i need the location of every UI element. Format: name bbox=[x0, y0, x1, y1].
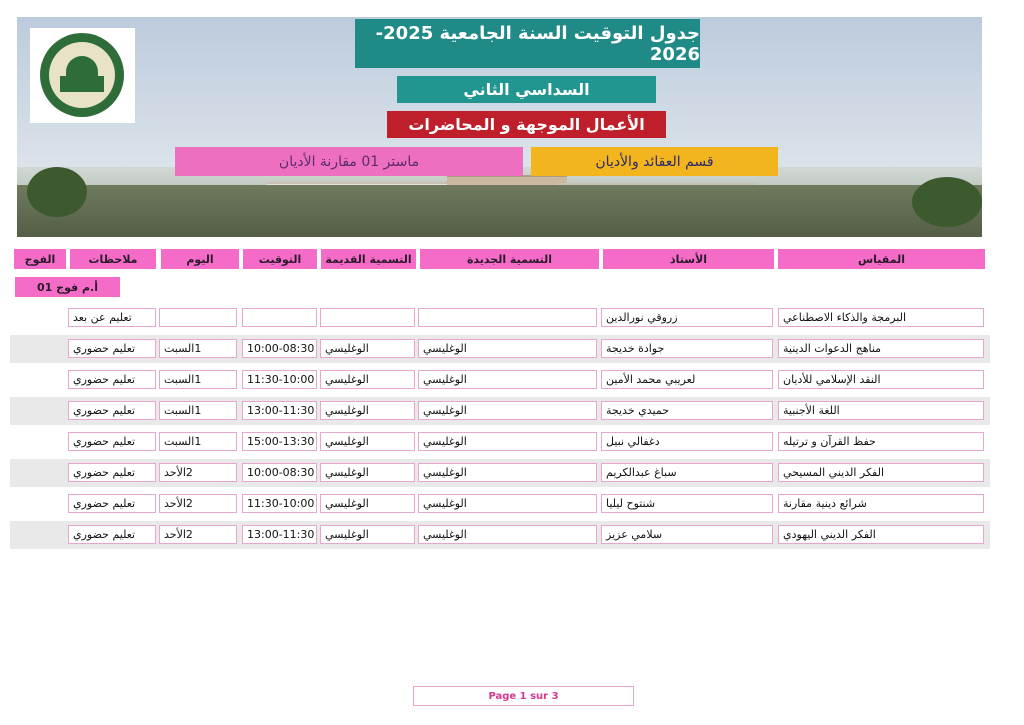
cell-day: 1السبت bbox=[159, 401, 237, 420]
cell-day: 2الأحد bbox=[159, 494, 237, 513]
cell-subject: اللغة الأجنبية bbox=[778, 401, 984, 420]
banner-greenery bbox=[17, 185, 982, 237]
column-header-group: الفوج bbox=[14, 249, 66, 269]
master-label: ماستر 01 مقارنة الأديان bbox=[175, 147, 523, 176]
works-label: الأعمال الموجهة و المحاضرات bbox=[387, 111, 666, 138]
cell-time: 15:00-13:30 bbox=[242, 432, 317, 451]
cell-time: 13:00-11:30 bbox=[242, 401, 317, 420]
cell-teacher: جوادة خديجة bbox=[601, 339, 773, 358]
cell-subject: شرائع دينية مقارنة bbox=[778, 494, 984, 513]
cell-time: 13:00-11:30 bbox=[242, 525, 317, 544]
cell-teacher: دغفالي نبيل bbox=[601, 432, 773, 451]
group-label: أ.م فوج 01 bbox=[15, 277, 120, 297]
page-number: Page 1 sur 3 bbox=[413, 686, 634, 706]
cell-old-room bbox=[320, 308, 415, 327]
cell-old-room: الوغليسي bbox=[320, 432, 415, 451]
cell-old-room: الوغليسي bbox=[320, 494, 415, 513]
cell-day: 2الأحد bbox=[159, 525, 237, 544]
cell-teacher: سلامي عزيز bbox=[601, 525, 773, 544]
cell-notes: تعليم عن بعد bbox=[68, 308, 156, 327]
cell-notes: تعليم حضوري bbox=[68, 370, 156, 389]
column-header-new-room: التسمية الجديدة bbox=[420, 249, 599, 269]
cell-subject: البرمجة والذكاء الاصطناعي bbox=[778, 308, 984, 327]
logo-building-icon bbox=[60, 76, 104, 92]
cell-subject: النقد الإسلامي للأديان bbox=[778, 370, 984, 389]
table-row bbox=[10, 335, 990, 363]
cell-day: 1السبت bbox=[159, 370, 237, 389]
cell-new-room: الوغليسي bbox=[418, 432, 597, 451]
cell-day: 1السبت bbox=[159, 432, 237, 451]
cell-day bbox=[159, 308, 237, 327]
cell-teacher: لعريبي محمد الأمين bbox=[601, 370, 773, 389]
cell-day: 1السبت bbox=[159, 339, 237, 358]
cell-subject: الفكر الديني المسيحي bbox=[778, 463, 984, 482]
cell-new-room: الوغليسي bbox=[418, 463, 597, 482]
cell-old-room: الوغليسي bbox=[320, 370, 415, 389]
banner-tree bbox=[27, 167, 87, 217]
cell-time: 11:30-10:00 bbox=[242, 370, 317, 389]
university-logo bbox=[30, 28, 135, 123]
cell-time: 11:30-10:00 bbox=[242, 494, 317, 513]
cell-new-room: الوغليسي bbox=[418, 370, 597, 389]
cell-old-room: الوغليسي bbox=[320, 525, 415, 544]
cell-teacher: سباغ عبدالكريم bbox=[601, 463, 773, 482]
cell-notes: تعليم حضوري bbox=[68, 401, 156, 420]
table-row bbox=[10, 521, 990, 549]
cell-notes: تعليم حضوري bbox=[68, 463, 156, 482]
table-row bbox=[10, 397, 990, 425]
cell-time: 10:00-08:30 bbox=[242, 463, 317, 482]
column-header-teacher: الأستاذ bbox=[603, 249, 774, 269]
semester-label: السداسي الثاني bbox=[397, 76, 656, 103]
table-row bbox=[10, 459, 990, 487]
cell-new-room: الوغليسي bbox=[418, 401, 597, 420]
cell-new-room: الوغليسي bbox=[418, 525, 597, 544]
cell-subject: الفكر الديني اليهودي bbox=[778, 525, 984, 544]
cell-new-room: الوغليسي bbox=[418, 339, 597, 358]
cell-notes: تعليم حضوري bbox=[68, 339, 156, 358]
cell-teacher: زروقي نورالدين bbox=[601, 308, 773, 327]
cell-old-room: الوغليسي bbox=[320, 339, 415, 358]
cell-time bbox=[242, 308, 317, 327]
column-header-subject: المقياس bbox=[778, 249, 985, 269]
cell-time: 10:00-08:30 bbox=[242, 339, 317, 358]
cell-old-room: الوغليسي bbox=[320, 463, 415, 482]
column-header-notes: ملاحظات bbox=[70, 249, 156, 269]
table-row bbox=[10, 304, 990, 332]
cell-teacher: حميدي خديجة bbox=[601, 401, 773, 420]
cell-notes: تعليم حضوري bbox=[68, 494, 156, 513]
cell-notes: تعليم حضوري bbox=[68, 525, 156, 544]
cell-new-room: الوغليسي bbox=[418, 494, 597, 513]
cell-old-room: الوغليسي bbox=[320, 401, 415, 420]
cell-notes: تعليم حضوري bbox=[68, 432, 156, 451]
column-header-day: اليوم bbox=[161, 249, 239, 269]
table-row bbox=[10, 428, 990, 456]
banner-tree bbox=[912, 177, 982, 227]
department-label: قسم العقائد والأديان bbox=[531, 147, 778, 176]
column-header-time: التوقيت bbox=[243, 249, 317, 269]
cell-subject: مناهج الدعوات الدينية bbox=[778, 339, 984, 358]
cell-teacher: شنتوح ليليا bbox=[601, 494, 773, 513]
table-row bbox=[10, 490, 990, 518]
cell-day: 2الأحد bbox=[159, 463, 237, 482]
table-row bbox=[10, 366, 990, 394]
column-header-old-room: التسمية القديمة bbox=[321, 249, 416, 269]
cell-new-room bbox=[418, 308, 597, 327]
schedule-title: جدول التوقيت السنة الجامعية 2025-2026 bbox=[355, 19, 700, 68]
cell-subject: حفظ القرآن و ترتيله bbox=[778, 432, 984, 451]
